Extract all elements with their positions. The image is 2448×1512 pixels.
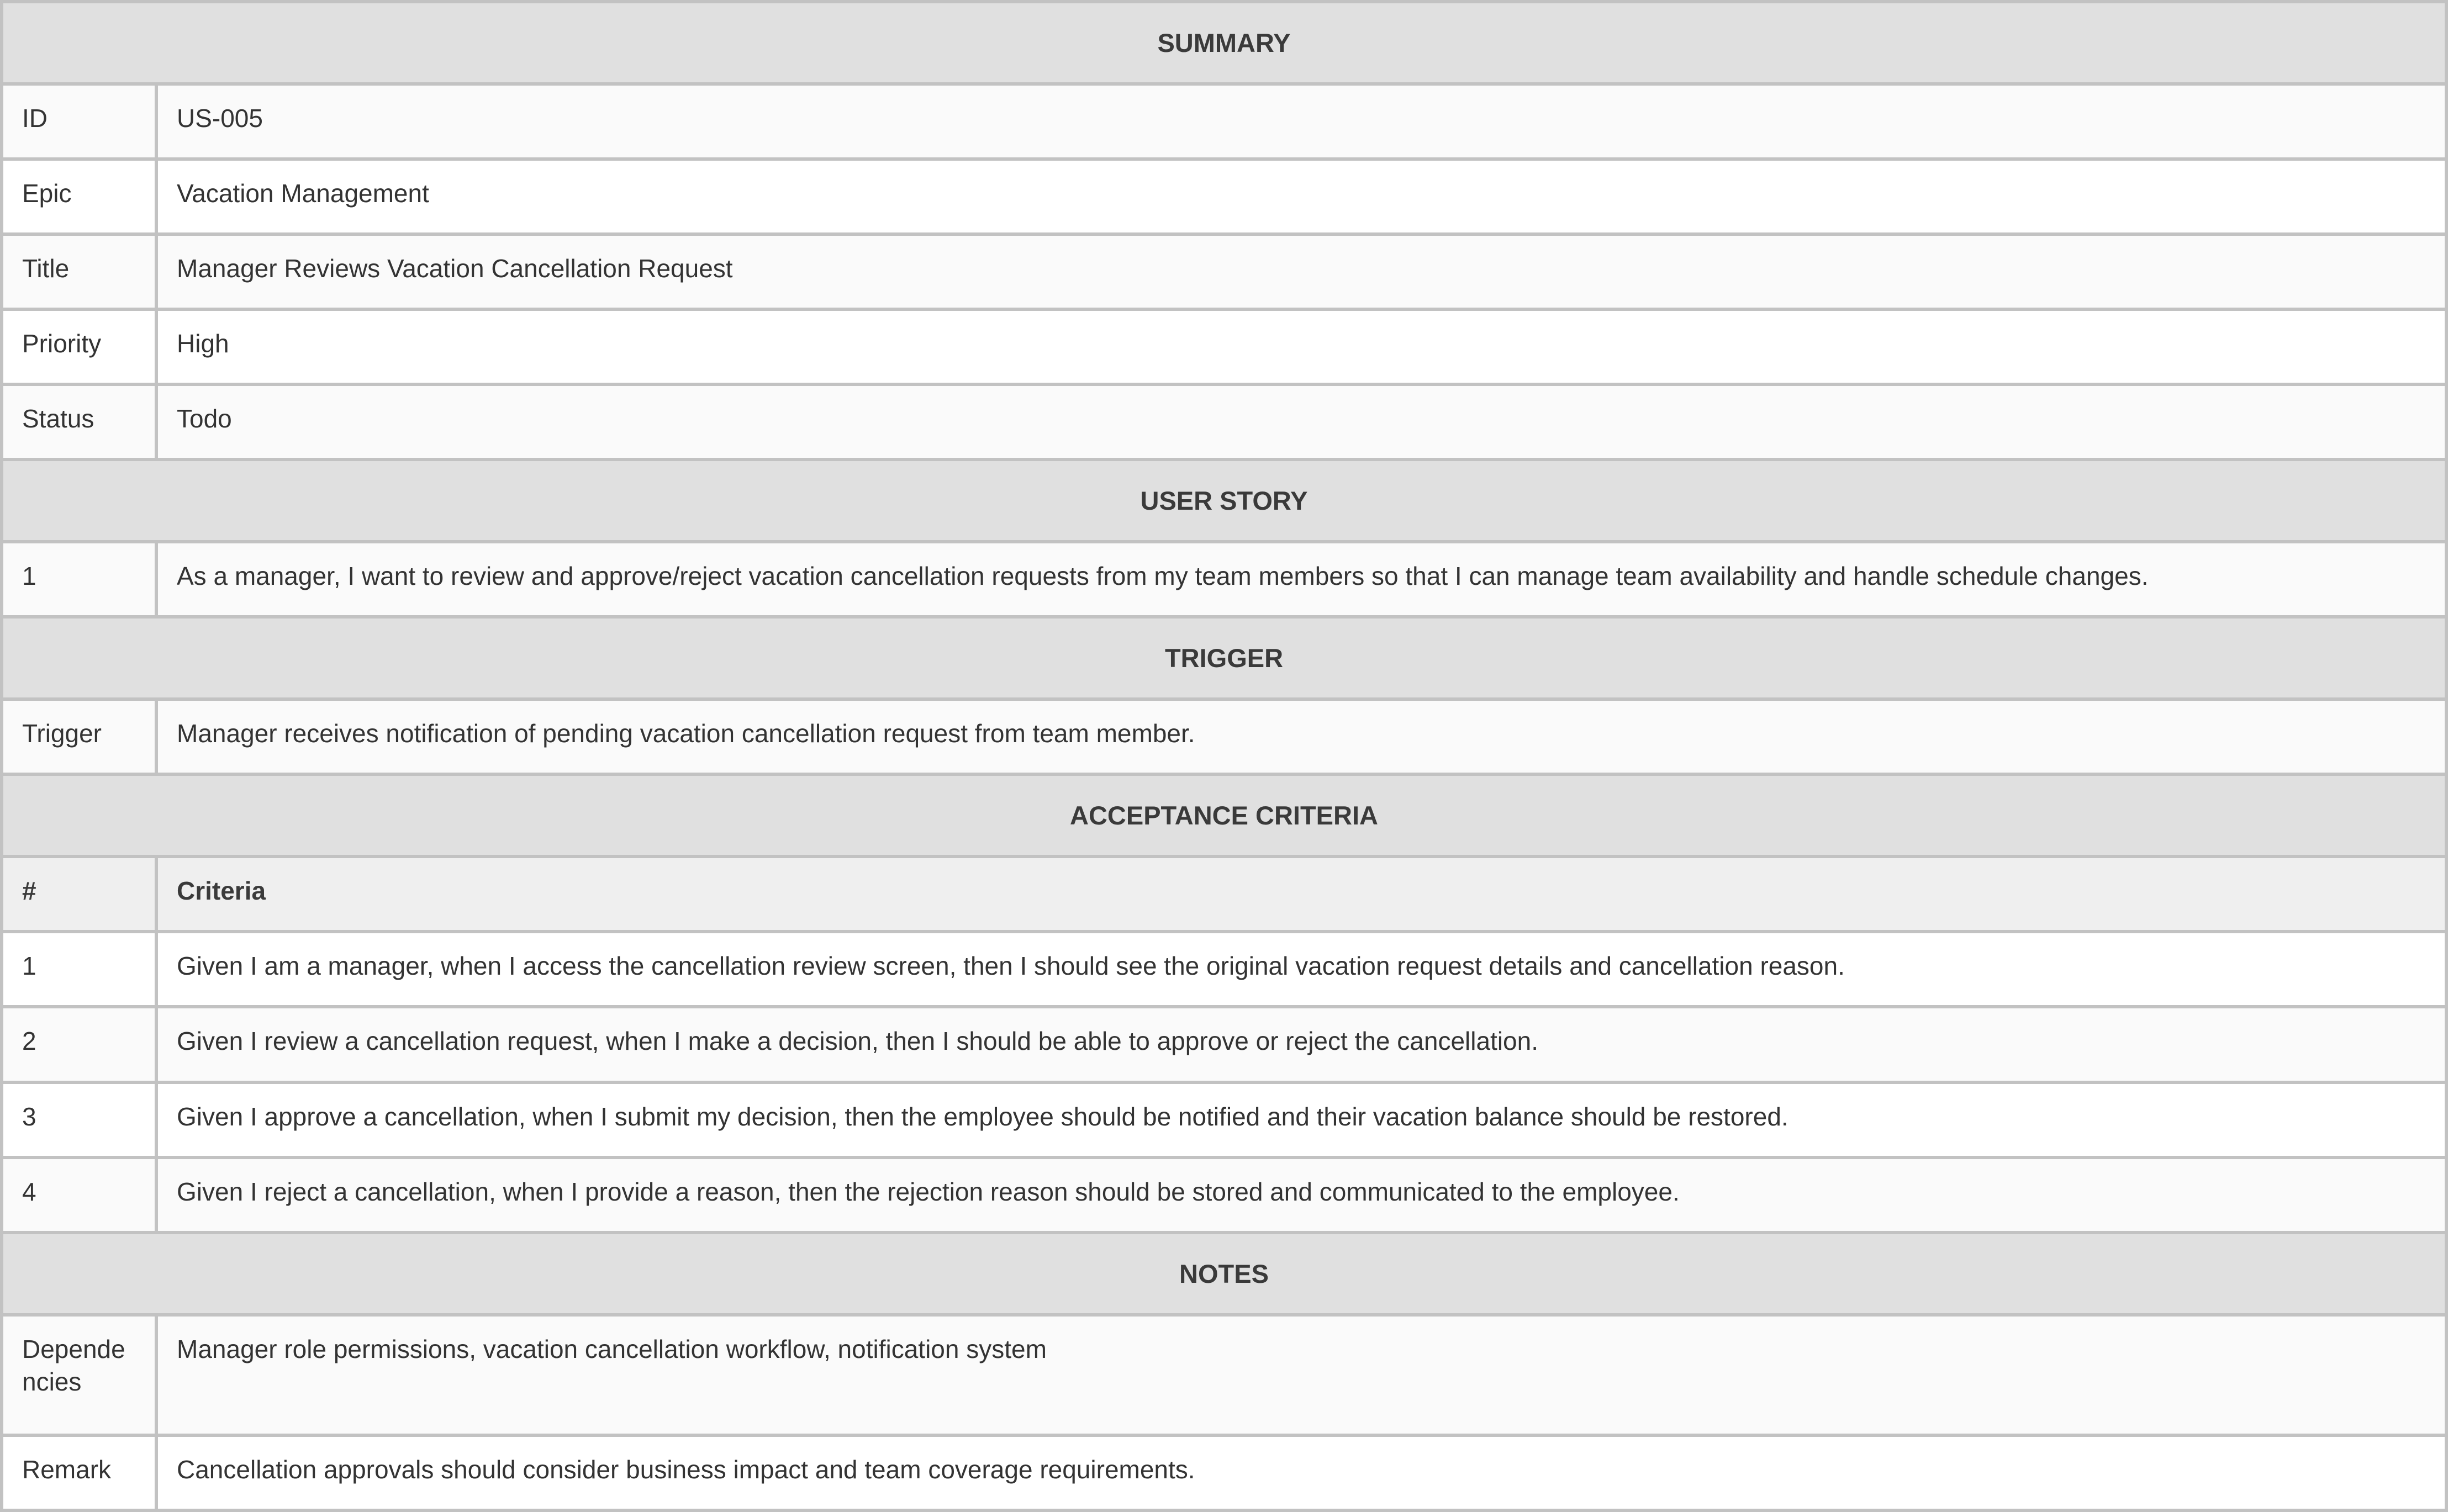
row-label-id: ID xyxy=(2,84,156,159)
table-row xyxy=(2,159,2446,234)
table-row xyxy=(2,1315,2446,1435)
section-header-notes: NOTES xyxy=(2,1233,2446,1315)
section-header-acceptance-criteria: ACCEPTANCE CRITERIA xyxy=(2,774,2446,857)
table-row xyxy=(2,1435,2446,1510)
trigger-label: Trigger xyxy=(2,699,156,774)
table-row xyxy=(2,617,2446,699)
table-row xyxy=(2,459,2446,542)
row-value-title: Manager Reviews Vacation Cancellation Request xyxy=(156,234,2446,309)
criteria-number-header: # xyxy=(2,857,156,932)
notes-value-dependencies: Manager role permissions, vacation cancellation workflow, notification system xyxy=(156,1315,2446,1435)
table-row xyxy=(2,234,2446,309)
table-row xyxy=(2,1007,2446,1082)
criteria-number: 4 xyxy=(2,1157,156,1233)
criteria-number: 3 xyxy=(2,1082,156,1157)
row-value-priority: High xyxy=(156,309,2446,384)
notes-label-dependencies: Dependencies xyxy=(2,1315,156,1435)
criteria-text: Given I reject a cancellation, when I provide a reason, then the rejection reason should be stored and communicated to the employee. xyxy=(156,1157,2446,1233)
table-row xyxy=(2,84,2446,159)
criteria-text: Given I approve a cancellation, when I submit my decision, then the employee should be notified and their vacation balance should be restored. xyxy=(156,1082,2446,1157)
table-row xyxy=(2,384,2446,459)
criteria-text: Given I am a manager, when I access the cancellation review screen, then I should see the original vacation request details and cancellation reason. xyxy=(156,932,2446,1007)
user-story-text: As a manager, I want to review and approve/reject vacation cancellation requests from my team members so that I can manage team availability and handle schedule changes. xyxy=(156,542,2446,617)
table-row xyxy=(2,1157,2446,1233)
criteria-number: 2 xyxy=(2,1007,156,1082)
criteria-text-header: Criteria xyxy=(156,857,2446,932)
table-row xyxy=(2,1233,2446,1315)
row-label-status: Status xyxy=(2,384,156,459)
table-row xyxy=(2,309,2446,384)
row-value-epic: Vacation Management xyxy=(156,159,2446,234)
user-story-number: 1 xyxy=(2,542,156,617)
notes-value-remark: Cancellation approvals should consider business impact and team coverage requirements. xyxy=(156,1435,2446,1510)
section-header-trigger: TRIGGER xyxy=(2,617,2446,699)
table-row xyxy=(2,699,2446,774)
row-label-priority: Priority xyxy=(2,309,156,384)
criteria-number: 1 xyxy=(2,932,156,1007)
table-row xyxy=(2,774,2446,857)
table-row xyxy=(2,1082,2446,1157)
row-label-title: Title xyxy=(2,234,156,309)
row-label-epic: Epic xyxy=(2,159,156,234)
trigger-text: Manager receives notification of pending vacation cancellation request from team member. xyxy=(156,699,2446,774)
table-row xyxy=(2,2,2446,84)
section-header-summary: SUMMARY xyxy=(2,2,2446,84)
row-value-id: US-005 xyxy=(156,84,2446,159)
notes-label-remark: Remark xyxy=(2,1435,156,1510)
table-row xyxy=(2,932,2446,1007)
criteria-header-row xyxy=(2,857,2446,932)
table-row xyxy=(2,542,2446,617)
section-header-user-story: USER STORY xyxy=(2,459,2446,542)
row-value-status: Todo xyxy=(156,384,2446,459)
criteria-text: Given I review a cancellation request, when I make a decision, then I should be able to approve or reject the cancellation. xyxy=(156,1007,2446,1082)
